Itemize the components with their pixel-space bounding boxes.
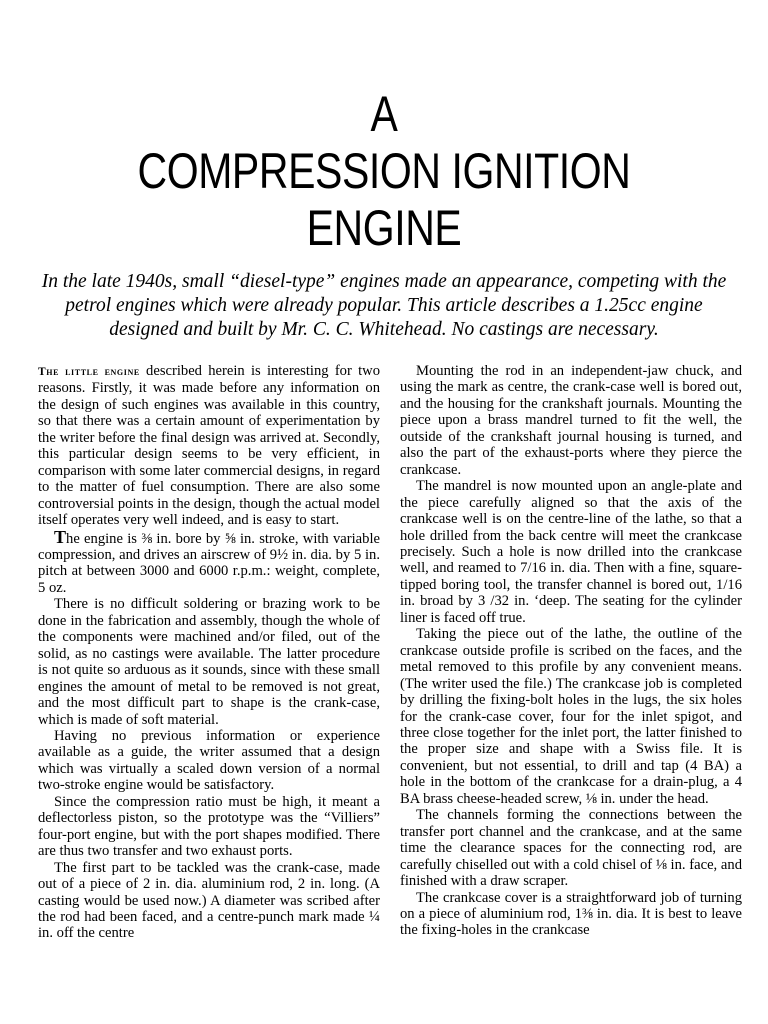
paragraph <box>38 526 380 597</box>
paragraph: Having no previous information or experience available as a guide, the writer assumed that a design which was virtually a scaled down version of a normal two-stroke engine would be satisfactory. <box>38 727 380 794</box>
title-line-3: ENGINE <box>306 200 462 256</box>
title-line-1: A <box>370 86 398 142</box>
paragraph-text: he engine is ⅜ in. bore by ⅝ in. stroke, with variable compression, and drives an airscrew of 9½ in. dia. by 5 in. pitch at between 3000 and 6000 r.p.m.: weight, complete, 5 oz. <box>38 530 380 596</box>
paragraph-text: described herein is interesting for two reasons. Firstly, it was made before any information on the design of such engines was available in this country, so that there was a certain amount of experimentation by the writer before the final design was arrived at. Secondly, this particular design seems to be very efficient, in comparison with some later commercial designs, in regard to the matter of fuel consumption. There are also some controversial points in the design, though the actual model itself operates very well indeed, and is easy to start. <box>38 363 380 529</box>
paragraph: Mounting the rod in an independent-jaw chuck, and using the mark as centre, the crank-case well is bored out, and the housing for the crankshaft journals. Mounting the piece upon a brass mandrel turned to fit the well, the outside of the crankshaft journal housing is turned, and also the part of the exhaust-ports where they pierce the crankcase. <box>400 363 742 478</box>
left-column <box>38 363 380 1024</box>
paragraph: The crankcase cover is a straightforward job of turning on a piece of aluminium rod, 1⅜ in. dia. It is best to leave the fixing-holes in the crankcase <box>400 889 742 939</box>
title-line-2: COMPRESSION IGNITION <box>137 143 631 199</box>
paragraph: Since the compression ratio must be high, it meant a deflectorless piston, so the prototype was the “Villiers” four-port engine, but with the port shapes modified. There are thus two transfer and two exhaust ports. <box>38 793 380 860</box>
paragraph: The mandrel is now mounted upon an angle-plate and the piece carefully aligned so that the axis of the crankcase well is on the centre-line of the lathe, so that a hole drilled from the back centre will meet the crankcase precisely. Such a hole is now drilled into the crankcase well, and reamed to 7/16 in. dia. Then with a fine, square-tipped boring tool, the transfer channel is bored out, 1/16 in. broad by 3 /32 in. ‘deep. The seating for the cylinder liner is faced off true. <box>400 478 742 626</box>
paragraph: There is no difficult soldering or brazing work to be done in the fabrication and assembly, though the whole of the components were machined and/or filed, out of the solid, as no castings were available. The latter procedure is not quite so arduous as it sounds, since with these small engines the amount of metal to be removed is not great, and the most difficult part to shape is the crank-case, which is made of soft material. <box>38 596 380 728</box>
paragraph: The channels forming the connections between the transfer port channel and the crankcase, and at the same time the clearance spaces for the connecting rod, are carefully chiselled out with a cold chisel of ⅛ in. face, and finished with a draw scraper. <box>400 807 742 890</box>
article-title <box>69 86 699 257</box>
paragraph: The first part to be tackled was the crank-case, made out of a piece of 2 in. dia. aluminium rod, 2 in. long. (A casting would be used now.) A diameter was scribed after the rod had been faced, and a centre-punch mark made ¼ in. off the centre <box>38 859 380 942</box>
right-column <box>400 363 742 1024</box>
article-standfirst: In the late 1940s, small “diesel-type” engines made an appearance, competing with the petrol engines which were already popular. This article describes a 1.25cc engine designed and built by Mr. C. C. Whitehead. No castings are necessary. <box>41 271 727 340</box>
lead-in-small-caps: The little engine <box>38 366 140 378</box>
initial-letter: T <box>54 526 67 547</box>
paragraph: Taking the piece out of the lathe, the outline of the crankcase outside profile is scribed on the faces, and the metal removed to this profile by any convenient means. (The writer used the file.) The crankcase job is completed by drilling the fixing-bolt holes in the lugs, the six holes for the crank-case cover, four for the inlet spigot, and three close together for the inlet port, the latter finished to the proper size and shape with a Swiss file. It is convenient, but not essential, to drill and tap (4 BA) a hole in the bottom of the crankcase for a drain-plug, a 4 BA brass cheese-headed screw, ⅛ in. under the head. <box>400 626 742 807</box>
paragraph <box>38 363 380 529</box>
